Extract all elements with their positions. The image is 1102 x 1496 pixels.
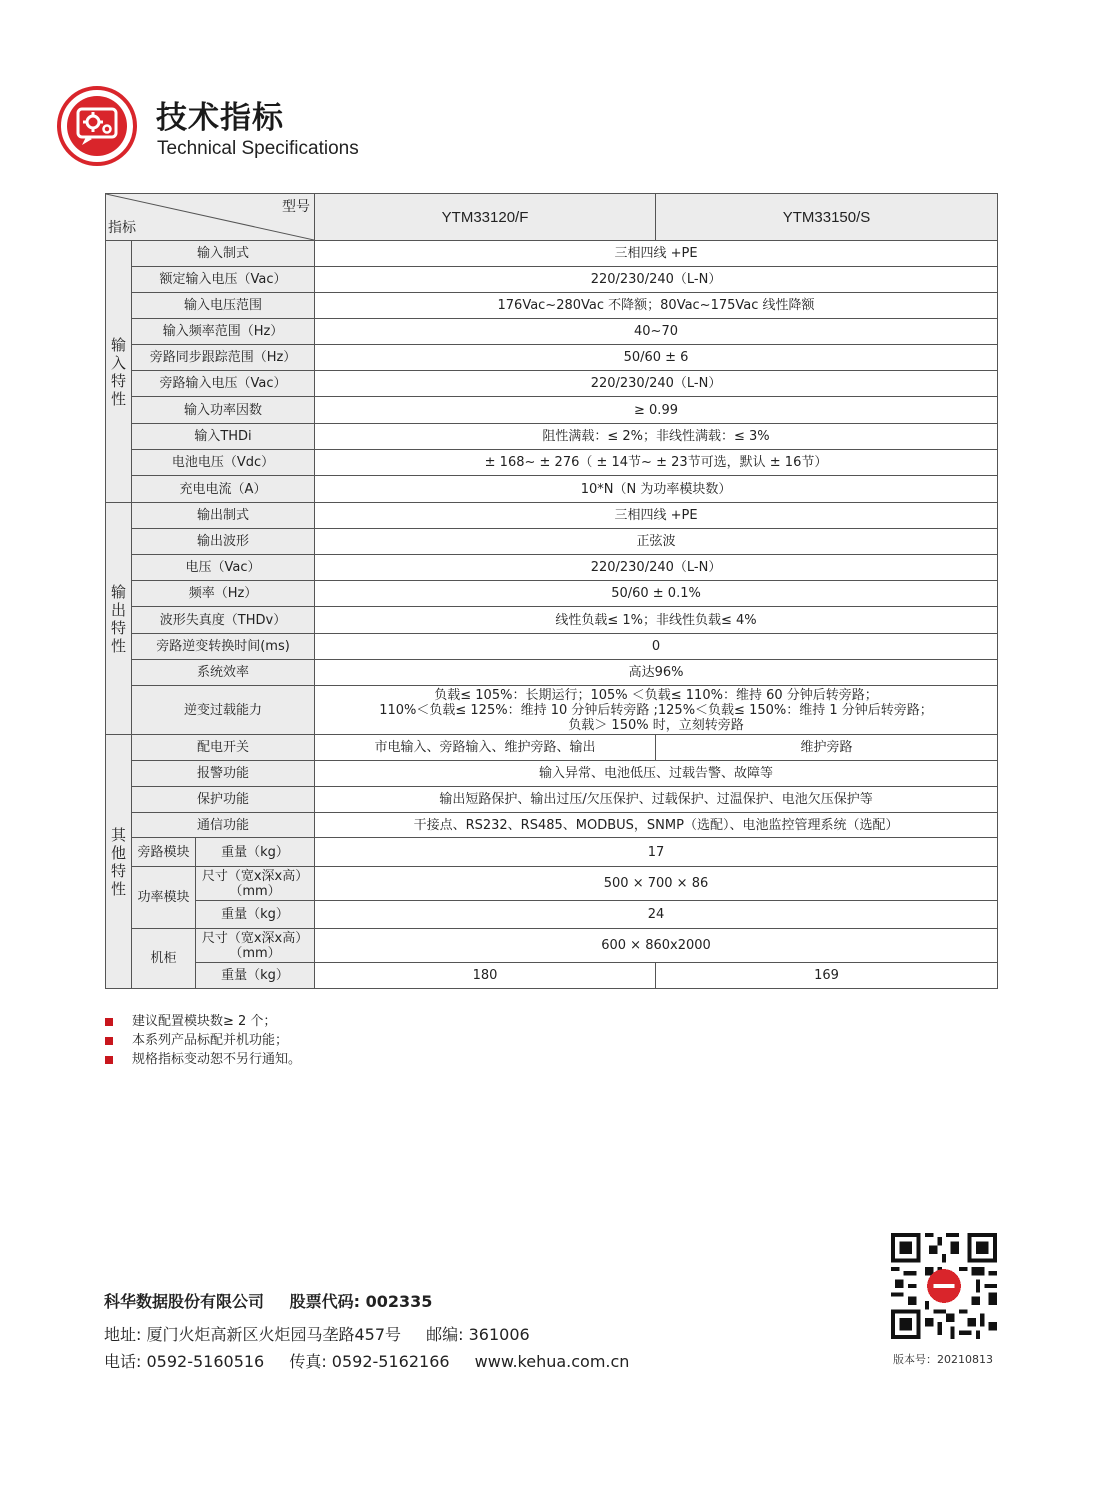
spec-value: ≥ 0.99 <box>315 397 998 424</box>
bullet-square-icon <box>105 1056 113 1064</box>
spec-label: 输入制式 <box>132 241 315 267</box>
spec-label: 通信功能 <box>132 813 315 838</box>
spec-value: 正弦波 <box>315 529 998 555</box>
spec-label: 输入THDi <box>132 424 315 450</box>
footer-contact-line <box>104 1349 629 1372</box>
notes-list <box>105 1012 301 1069</box>
spec-value: 维护旁路 <box>656 735 998 761</box>
address: 地址: 厦门火炬高新区火炬园马垄路457号 <box>104 1325 402 1344</box>
fax: 传真: 0592-5162166 <box>289 1352 450 1371</box>
overload-value <box>315 686 998 735</box>
spec-label: 输出波形 <box>132 529 315 555</box>
spec-value: 50/60 ± 0.1% <box>315 581 998 607</box>
spec-label: 逆变过载能力 <box>132 686 315 735</box>
spec-value: ± 168~ ± 276（ ± 14节~ ± 23节可选，默认 ± 16节） <box>315 450 998 476</box>
table-corner-cell <box>106 194 315 241</box>
spec-value: 输入异常、电池低压、过载告警、故障等 <box>315 761 998 787</box>
model-header-2: YTM33150/S <box>656 194 998 241</box>
stock-code: 股票代码: 002335 <box>289 1292 433 1311</box>
spec-value: 10*N（N 为功率模块数） <box>315 476 998 503</box>
spec-value: 40~70 <box>315 319 998 345</box>
spec-value: 0 <box>315 634 998 660</box>
spec-value: 24 <box>315 901 998 929</box>
spec-value: 50/60 ± 6 <box>315 345 998 371</box>
spec-value: 600 × 860x2000 <box>315 929 998 963</box>
list-item: 本系列产品标配并机功能； <box>105 1031 301 1050</box>
group-cabinet: 机柜 <box>132 929 196 989</box>
gear-monitor-icon <box>56 85 138 167</box>
spec-value: 500 × 700 × 86 <box>315 867 998 901</box>
website: www.kehua.com.cn <box>474 1352 630 1371</box>
spec-label: 系统效率 <box>132 660 315 686</box>
spec-value: 阻性满载：≤ 2%；非线性满载：≤ 3% <box>315 424 998 450</box>
spec-label: 报警功能 <box>132 761 315 787</box>
postcode: 邮编: 361006 <box>426 1325 530 1344</box>
spec-label: 保护功能 <box>132 787 315 813</box>
spec-value: 17 <box>315 838 998 867</box>
company-name: 科华数据股份有限公司 <box>104 1292 265 1311</box>
bullet-square-icon <box>105 1037 113 1045</box>
spec-value: 输出短路保护、输出过压/欠压保护、过载保护、过温保护、电池欠压保护等 <box>315 787 998 813</box>
spec-label: 尺寸（宽x深x高） （mm） <box>196 929 315 963</box>
group-power-module: 功率模块 <box>132 867 196 929</box>
overload-line: 负载≤ 105%：长期运行；105% ＜负载≤ 110%：维持 60 分钟后转旁路； <box>434 687 878 703</box>
list-item: 建议配置模块数≥ 2 个； <box>105 1012 301 1031</box>
qr-code-icon <box>891 1233 997 1339</box>
spec-label: 旁路输入电压（Vac） <box>132 371 315 397</box>
spec-label: 频率（Hz） <box>132 581 315 607</box>
spec-value: 220/230/240（L-N） <box>315 555 998 581</box>
spec-value: 市电输入、旁路输入、维护旁路、输出 <box>315 735 656 761</box>
spec-value: 176Vac~280Vac 不降额；80Vac~175Vac 线性降额 <box>315 293 998 319</box>
spec-label: 输出制式 <box>132 503 315 529</box>
spec-value: 干接点、RS232、RS485、MODBUS，SNMP（选配）、电池监控管理系统（选配） <box>315 813 998 838</box>
version-number: 版本号：20210813 <box>893 1353 993 1366</box>
category-input: 输入特性 <box>106 241 132 503</box>
spec-label: 充电电流（A） <box>132 476 315 503</box>
spec-value: 220/230/240（L-N） <box>315 371 998 397</box>
list-item: 规格指标变动恕不另行通知。 <box>105 1050 301 1069</box>
overload-line: 负载＞ 150% 时，立刻转旁路 <box>568 717 744 733</box>
spec-label: 波形失真度（THDv） <box>132 607 315 634</box>
corner-indicator-label: 指标 <box>108 220 136 236</box>
footer-company-line <box>104 1289 432 1312</box>
spec-value: 三相四线 +PE <box>315 503 998 529</box>
spec-table <box>105 193 998 989</box>
spec-value: 180 <box>315 963 656 989</box>
spec-label: 重量（kg） <box>196 963 315 989</box>
spec-label: 配电开关 <box>132 735 315 761</box>
spec-label: 电压（Vac） <box>132 555 315 581</box>
bullet-square-icon <box>105 1018 113 1026</box>
spec-value: 169 <box>656 963 998 989</box>
model-header-1: YTM33120/F <box>315 194 656 241</box>
spec-label: 额定输入电压（Vac） <box>132 267 315 293</box>
spec-value: 线性负载≤ 1%；非线性负载≤ 4% <box>315 607 998 634</box>
spec-value: 220/230/240（L-N） <box>315 267 998 293</box>
page-subtitle: Technical Specifications <box>157 138 359 159</box>
footer-address-line <box>104 1322 530 1345</box>
spec-label: 重量（kg） <box>196 901 315 929</box>
spec-label: 尺寸（宽x深x高） （mm） <box>196 867 315 901</box>
spec-value: 三相四线 +PE <box>315 241 998 267</box>
spec-label: 旁路同步跟踪范围（Hz） <box>132 345 315 371</box>
spec-label: 输入频率范围（Hz） <box>132 319 315 345</box>
overload-line: 110%＜负载≤ 125%：维持 10 分钟后转旁路 ;125%＜负载≤ 150%：维持 1 分钟后转旁路； <box>379 702 933 718</box>
category-other: 其他特性 <box>106 735 132 989</box>
page-title: 技术指标 <box>156 100 284 136</box>
category-output: 输出特性 <box>106 503 132 735</box>
spec-label: 重量（kg） <box>196 838 315 867</box>
group-bypass-module: 旁路模块 <box>132 838 196 867</box>
corner-model-label: 型号 <box>282 199 311 215</box>
phone: 电话: 0592-5160516 <box>104 1352 265 1371</box>
spec-label: 输入电压范围 <box>132 293 315 319</box>
spec-value: 高达96% <box>315 660 998 686</box>
spec-label: 旁路逆变转换时间(ms) <box>132 634 315 660</box>
spec-label: 电池电压（Vdc） <box>132 450 315 476</box>
spec-label: 输入功率因数 <box>132 397 315 424</box>
